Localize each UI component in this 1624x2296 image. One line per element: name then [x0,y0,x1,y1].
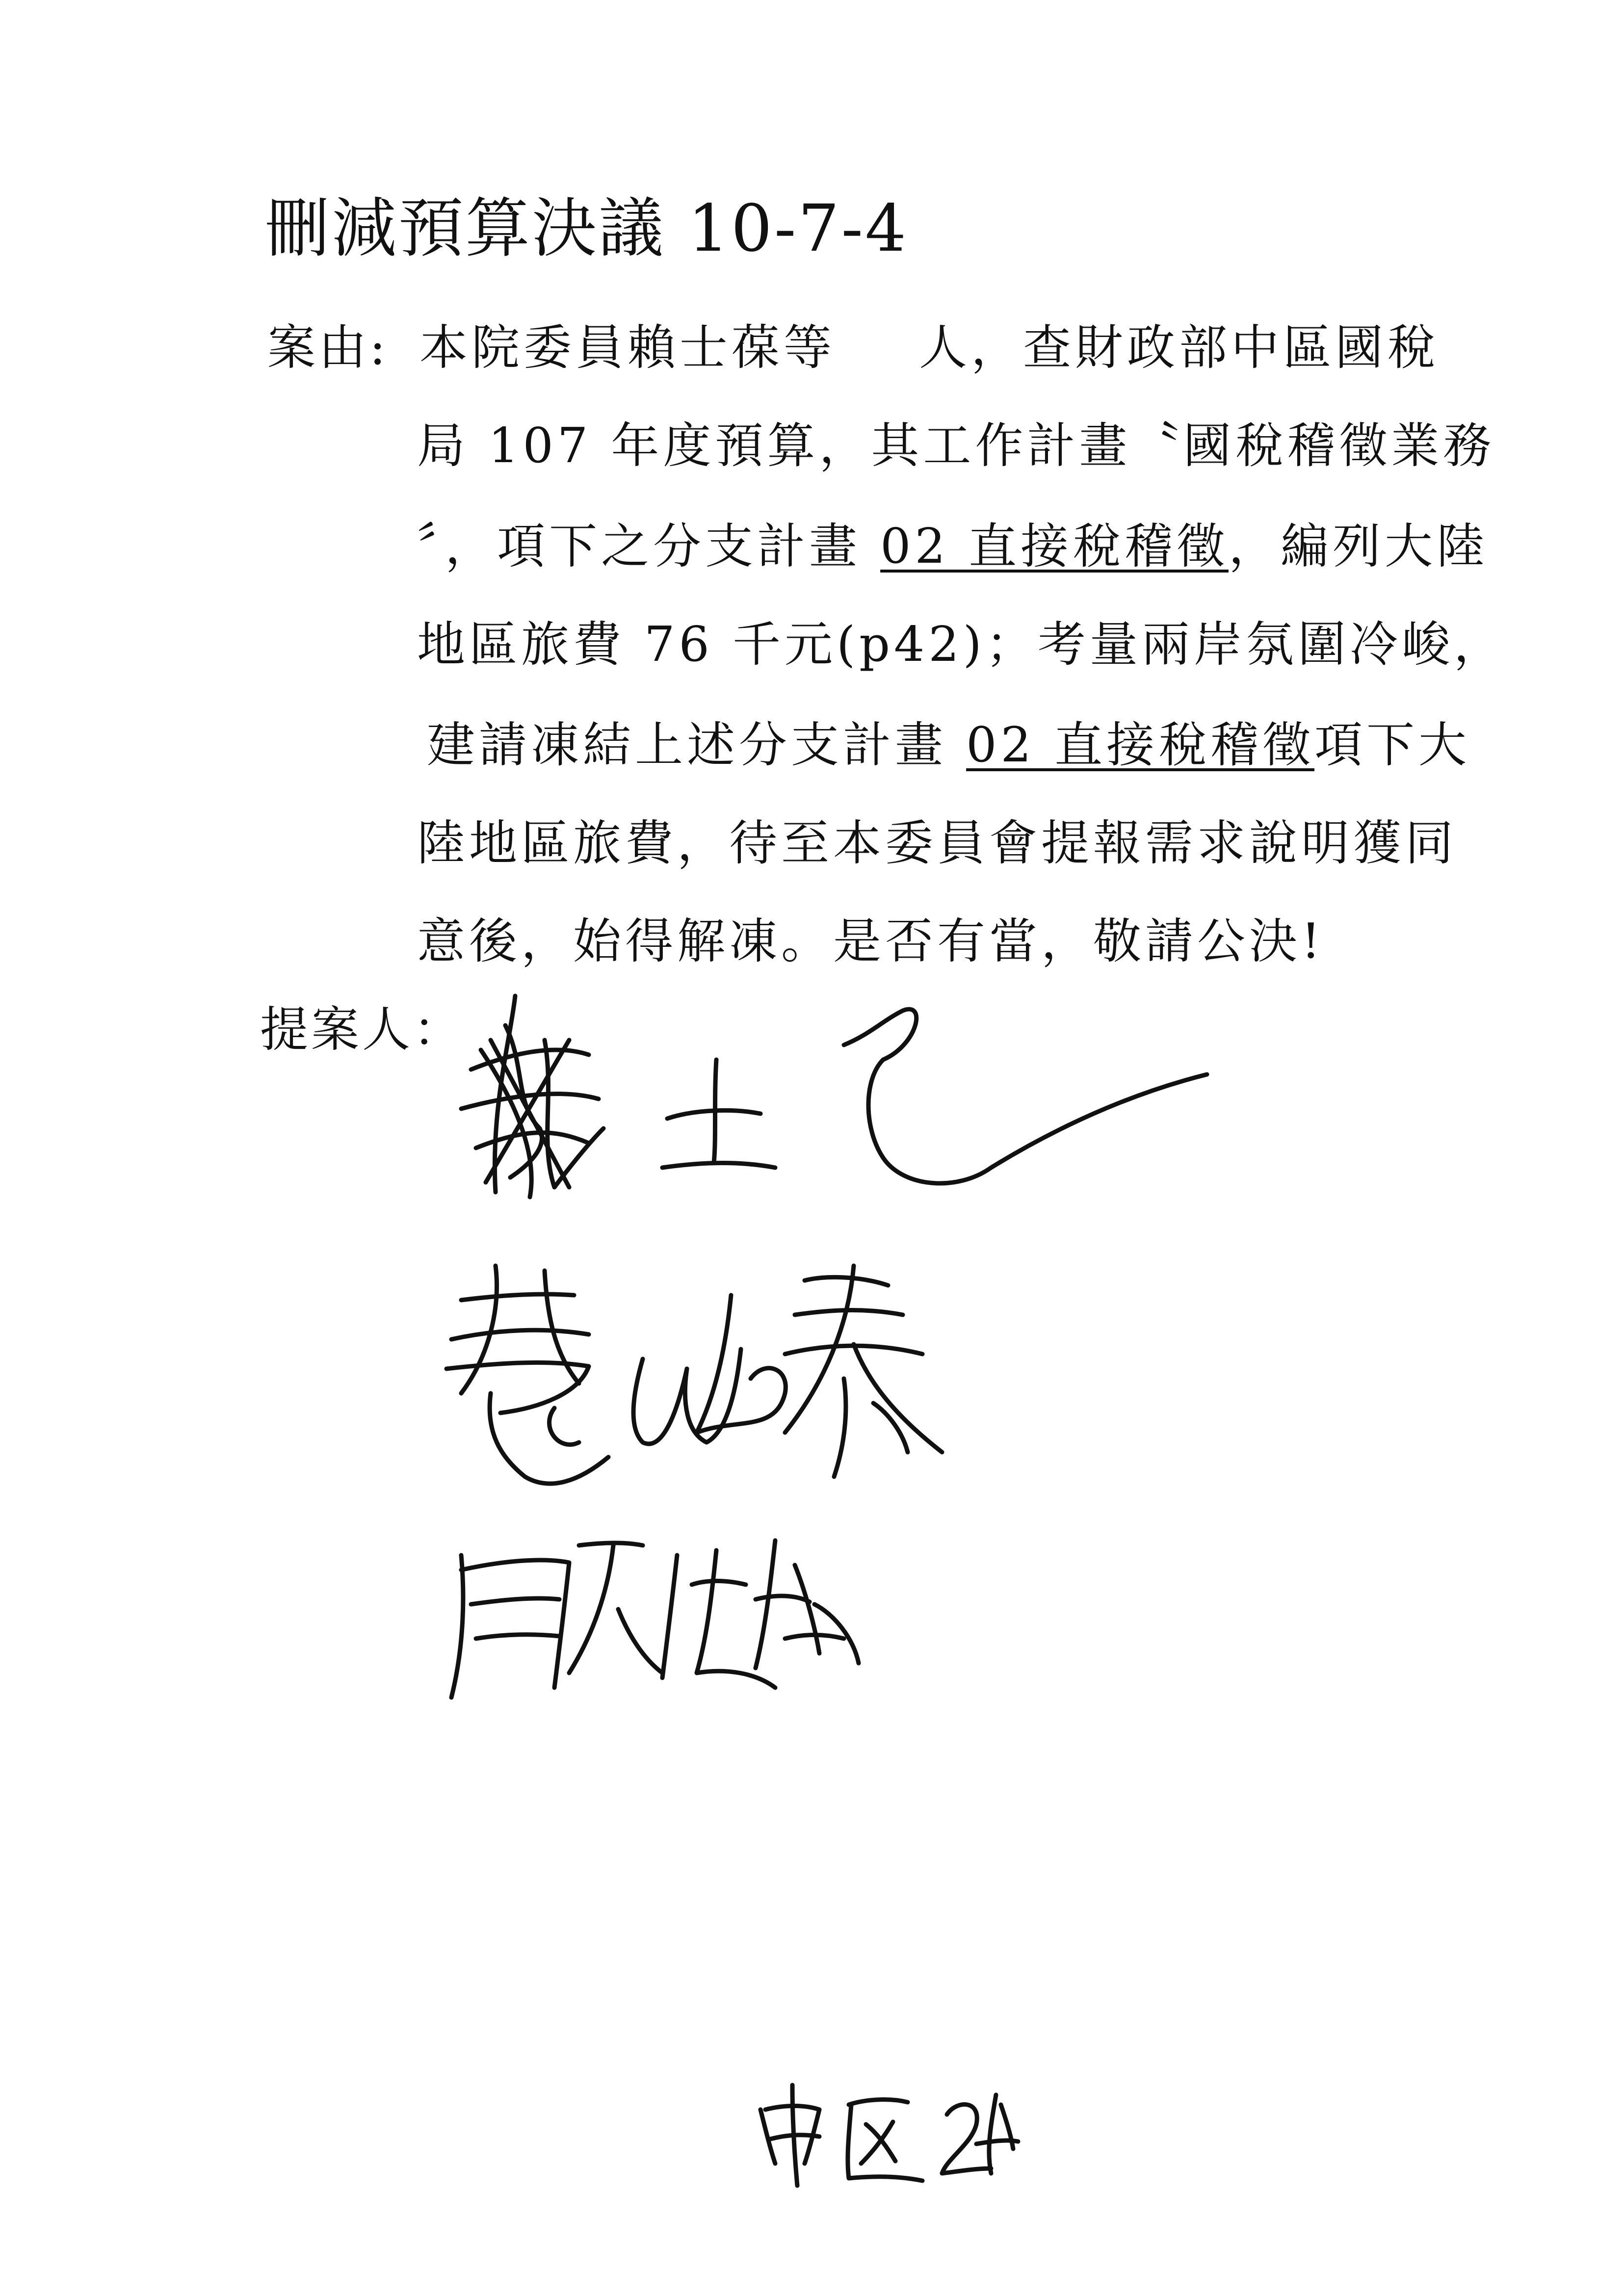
case-line-7-text: 意後，始得解凍。是否有當，敬請公決! [417,913,1325,969]
underlined-plan-name: 02 直接稅稽徵 [880,519,1229,574]
case-line-5-text-b: 項下大 [1314,717,1471,773]
case-line-3-text-b: ，編列大陸 [1229,519,1489,574]
case-line-5 [427,717,1471,773]
underlined-plan-name: 02 直接稅稽徵 [966,717,1315,773]
case-line-7 [417,913,1325,969]
signature-1 [442,981,1227,1226]
case-label: 案由: [267,320,389,376]
case-line-4 [417,617,1506,673]
handwritten-note [746,2075,1021,2193]
case-line-3 [417,519,1489,574]
case-line-3-text-a: 〞，項下之分支計畫 [417,519,881,574]
case-line-4-text: 地區旅費 76 千元(p42)；考量兩岸氛圍冷峻， [417,617,1506,673]
case-line-2 [417,418,1495,474]
page-title: 刪減預算決議 10-7-4 [265,191,909,266]
case-line-6-text: 陸地區旅費，待至本委員會提報需求說明獲同 [417,815,1458,871]
case-line-2-text: 局 107 年度預算，其工作計畫〝國稅稽徵業務 [417,418,1495,474]
case-line-5-text-a: 建請凍結上述分支計畫 [427,717,967,773]
case-line-1 [419,320,1440,376]
case-line-6 [417,815,1458,871]
case-line-1-text-b: 人，查財政部中區國稅 [919,320,1440,376]
case-line-1-text-a: 本院委員賴士葆等 [419,320,836,376]
proposer-label: 提案人： [260,1002,465,1058]
signature-2 [432,1246,971,1501]
signature-3 [432,1511,873,1717]
